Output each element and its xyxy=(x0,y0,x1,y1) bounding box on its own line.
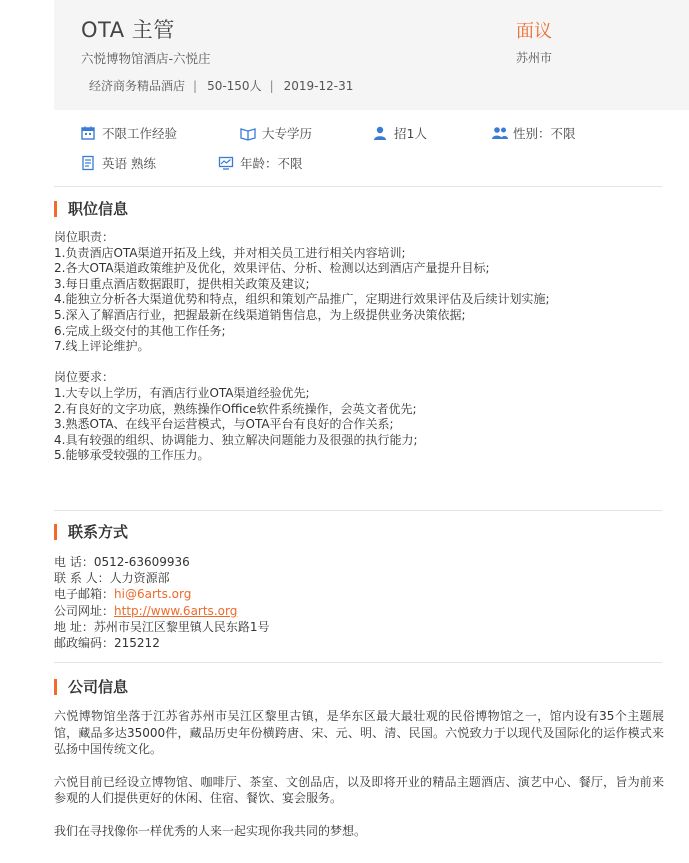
divider xyxy=(54,662,662,663)
section-company-header xyxy=(54,676,128,697)
duty-item: 6.完成上级交付的其他工作任务; xyxy=(54,323,226,338)
person-value: 人力资源部 xyxy=(109,571,170,586)
zip-label: 邮政编码： xyxy=(54,636,115,651)
section-accent-bar xyxy=(54,201,57,217)
requirements-title: 岗位要求： xyxy=(54,370,115,385)
meta-separator: | xyxy=(193,79,198,93)
req-language xyxy=(80,154,156,172)
duty-item: 7.线上评论维护。 xyxy=(54,339,150,354)
duty-item: 5.深入了解酒店行业，把握最新在线渠道销售信息，为上级提供业务决策依据; xyxy=(54,307,466,322)
phone-label: 电 话： xyxy=(54,555,94,569)
duties-title: 岗位职责： xyxy=(54,230,115,244)
requirement-item: 1.大专以上学历，有酒店行业OTA渠道经验优先; xyxy=(54,385,310,400)
address-value: 苏州市吴江区黎里镇人民东路1号 xyxy=(93,619,270,634)
requirement-item: 3.熟悉OTA、在线平台运营模式，与OTA平台有良好的合作关系; xyxy=(54,417,394,432)
calendar-icon xyxy=(80,125,96,141)
monitor-icon xyxy=(218,155,234,171)
zip-value: 215212 xyxy=(114,636,160,651)
contact-zip xyxy=(54,635,664,651)
requirement-item: 2.有良好的文字功底，熟练操作Office软件系统操作，会英文者优先; xyxy=(54,401,417,416)
req-gender-label: 性别：不限 xyxy=(513,126,576,141)
section-accent-bar xyxy=(54,524,57,540)
company-paragraph: 六悦博物馆坐落于江苏省苏州市吴江区黎里古镇，是华东区最大最壮观的民俗博物馆之一，馆内设有35个主题展馆，藏品多达35000件，藏品历史年份横跨唐、宋、元、明、清、民国。六悦致力于以现代及国际化的运作模式来弘扬中国传统文化。 xyxy=(54,709,664,756)
req-headcount-label: 招1人 xyxy=(394,126,427,141)
duty-item: 4.能独立分析各大渠道优势和特点，组织和策划产品推广，定期进行效果评估及后续计划实施; xyxy=(54,292,550,307)
company-description xyxy=(54,708,664,855)
spacer xyxy=(54,355,664,371)
address-label: 地 址： xyxy=(54,619,94,634)
section-accent-bar xyxy=(54,679,57,695)
job-city: 苏州市 xyxy=(516,51,553,65)
job-meta xyxy=(89,77,353,94)
section-title: 职位信息 xyxy=(68,200,129,218)
requirement-item: 4.具有较强的组织、协调能力、独立解决问题能力及很强的执行能力; xyxy=(54,432,418,447)
req-education xyxy=(240,124,312,142)
job-title: OTA 主管 xyxy=(81,18,175,42)
duty-item: 1.负责酒店OTA渠道开拓及上线，并对相关员工进行相关内容培训; xyxy=(54,245,406,260)
company-name[interactable]: 六悦博物馆酒店-六悦庄 xyxy=(81,51,211,66)
company-type: 经济商务精品酒店 xyxy=(89,79,186,93)
website-link[interactable]: http://www.6arts.org xyxy=(114,603,238,618)
contact-address xyxy=(54,619,664,635)
section-contact-header xyxy=(54,521,128,542)
req-language-label: 英语 熟练 xyxy=(102,156,156,171)
user-icon xyxy=(372,125,388,141)
company-paragraph: 我们在寻找像你一样优秀的人来一起实现你我共同的梦想。 xyxy=(54,823,367,838)
person-label: 联 系 人： xyxy=(54,571,110,586)
duty-item: 3.每日重点酒店数据跟盯，提供相关政策及建议; xyxy=(54,276,310,291)
position-description xyxy=(54,230,664,464)
section-title: 公司信息 xyxy=(68,678,129,696)
req-headcount xyxy=(372,124,427,142)
contact-phone xyxy=(54,554,664,570)
req-education-label: 大专学历 xyxy=(262,126,313,141)
company-paragraph: 六悦目前已经设立博物馆、咖啡厅、茶室、文创品店，以及即将开业的精品主题酒店、演艺中心、餐厅，旨为前来参观的人们提供更好的休闲、住宿、餐饮、宴会服务。 xyxy=(54,774,664,805)
divider xyxy=(54,510,662,511)
req-age xyxy=(218,154,303,172)
contact-info xyxy=(54,554,664,651)
contact-person xyxy=(54,570,664,586)
req-experience xyxy=(80,124,177,142)
section-title: 联系方式 xyxy=(68,523,129,541)
divider xyxy=(54,186,662,187)
users-icon xyxy=(491,125,507,141)
document-icon xyxy=(80,155,96,171)
meta-separator: | xyxy=(269,79,274,93)
website-label: 公司网址： xyxy=(54,603,115,618)
company-size: 50-150人 xyxy=(207,79,262,93)
req-experience-label: 不限工作经验 xyxy=(102,126,178,141)
salary: 面议 xyxy=(516,21,552,42)
contact-email xyxy=(54,586,664,602)
duty-item: 2.各大OTA渠道政策维护及优化，效果评估、分析、检测以达到酒店产量提升目标; xyxy=(54,261,490,276)
requirement-item: 5.能够承受较强的工作压力。 xyxy=(54,448,210,463)
job-header xyxy=(54,0,689,110)
contact-website xyxy=(54,603,664,619)
email-value[interactable]: hi@6arts.org xyxy=(114,587,192,602)
phone-value: 0512-63609936 xyxy=(93,555,190,569)
req-gender xyxy=(491,124,576,142)
post-date: 2019-12-31 xyxy=(283,79,354,93)
book-icon xyxy=(240,125,256,141)
req-age-label: 年龄：不限 xyxy=(240,156,303,171)
email-label: 电子邮箱： xyxy=(54,587,115,602)
section-position-header xyxy=(54,198,128,219)
